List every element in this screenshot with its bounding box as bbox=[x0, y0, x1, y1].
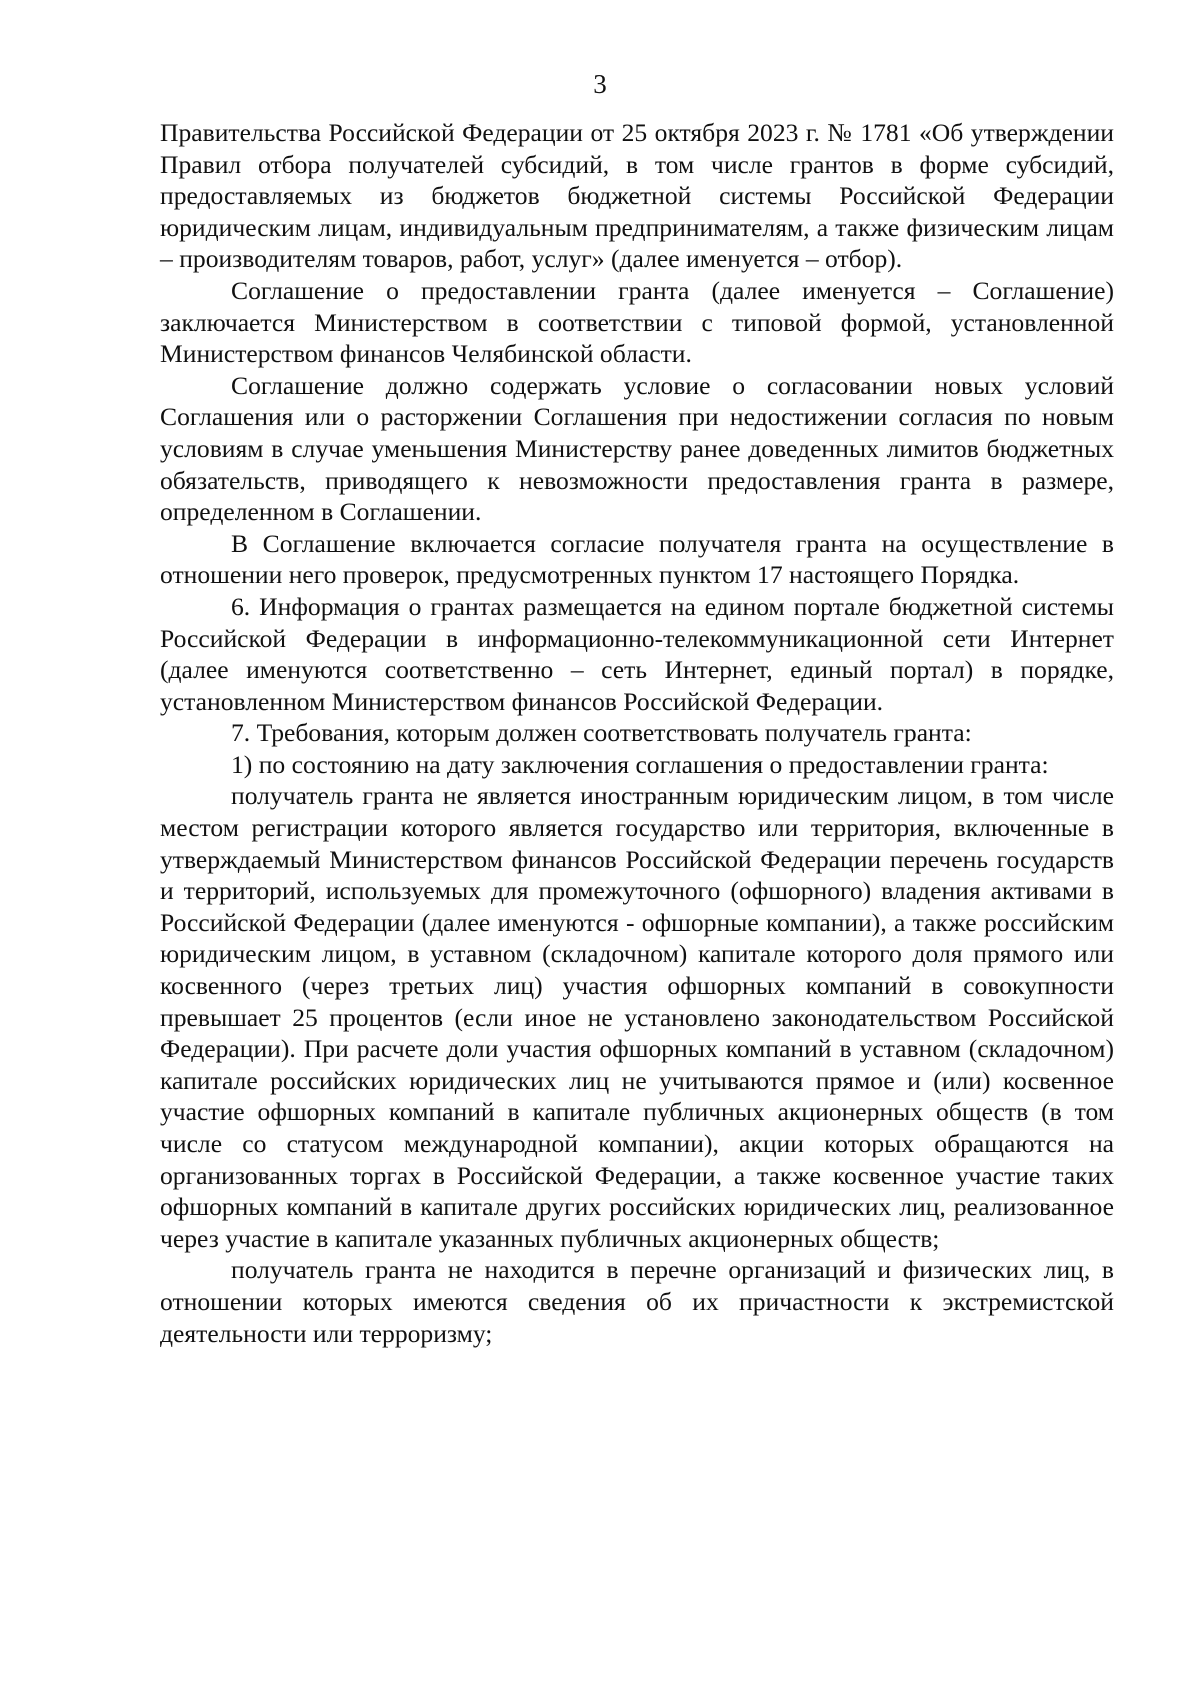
paragraph-requirement-foreign-entity: получатель гранта не является иностранным юридическим лицом, в том числе местом регистрации которого является государство или территория, включенные в утверждаемый Министерством финансов Российской Федерации перечень государств и территорий, используемых для промежуточного (офшорного) владения активами в Российской Федерации (далее именуются - офшорные компании), а также российским юридическим лицом, в уставном (складочном) капитале которого доля прямого или косвенного (через третьих лиц) участия офшорных компаний в совокупности превышает 25 процентов (если иное не установлено законодательством Российской Федерации). При расчете доли участия офшорных компаний в уставном (складочном) капитале российских юридических лиц не учитываются прямое и (или) косвенное участие офшорных компаний в капитале публичных акционерных обществ (в том числе со статусом международной компании), акции которых обращаются на организованных торгах в Российской Федерации, а также косвенное участие таких офшорных компаний в капитале других российских юридических лиц, реализованное через участие в капитале указанных публичных акционерных обществ; bbox=[160, 781, 1114, 1253]
paragraph-continuation: Правительства Российской Федерации от 25 октября 2023 г. № 1781 «Об утверждении Правил отбора получателей субсидий, в том числе грантов в форме субсидий, предоставляемых из бюджетов бюджетной системы Российской Федерации юридическим лицам, индивидуальным предпринимателям, а также физическим лицам – производителям товаров, работ, услуг» (далее именуется – отбор). bbox=[160, 118, 1114, 274]
paragraph-item-6: 6. Информация о грантах размещается на едином портале бюджетной системы Российской Федерации в информационно-телекоммуникационной сети Интернет (далее именуются соответственно – сеть Интернет, единый портал) в порядке, установленном Министерством финансов Российской Федерации. bbox=[160, 591, 1114, 716]
document-body bbox=[160, 117, 1114, 1349]
paragraph-item-7: 7. Требования, которым должен соответствовать получатель гранта: bbox=[231, 718, 972, 748]
paragraph-subitem-1: 1) по состоянию на дату заключения соглашения о предоставлении гранта: bbox=[231, 749, 1049, 779]
paragraph-agreement-conclusion: Соглашение о предоставлении гранта (далее именуется – Соглашение) заключается Министерством в соответствии с типовой формой, установленной Министерством финансов Челябинской области. bbox=[160, 275, 1114, 369]
paragraph-requirement-extremism: получатель гранта не находится в перечне организаций и физических лиц, в отношении которых имеются сведения об их причастности к экстремистской деятельности или терроризму; bbox=[160, 1255, 1114, 1348]
paragraph-agreement-conditions: Соглашение должно содержать условие о согласовании новых условий Соглашения или о расторжении Соглашения при недостижении согласия по новым условиям в случае уменьшения Министерству ранее доведенных лимитов бюджетных обязательств, приводящего к невозможности предоставления гранта в размере, определенном в Соглашении. bbox=[160, 370, 1114, 527]
page-number: 3 bbox=[593, 69, 607, 99]
paragraph-agreement-consent: В Соглашение включается согласие получателя гранта на осуществление в отношении него проверок, предусмотренных пунктом 17 настоящего Порядка. bbox=[160, 528, 1114, 590]
